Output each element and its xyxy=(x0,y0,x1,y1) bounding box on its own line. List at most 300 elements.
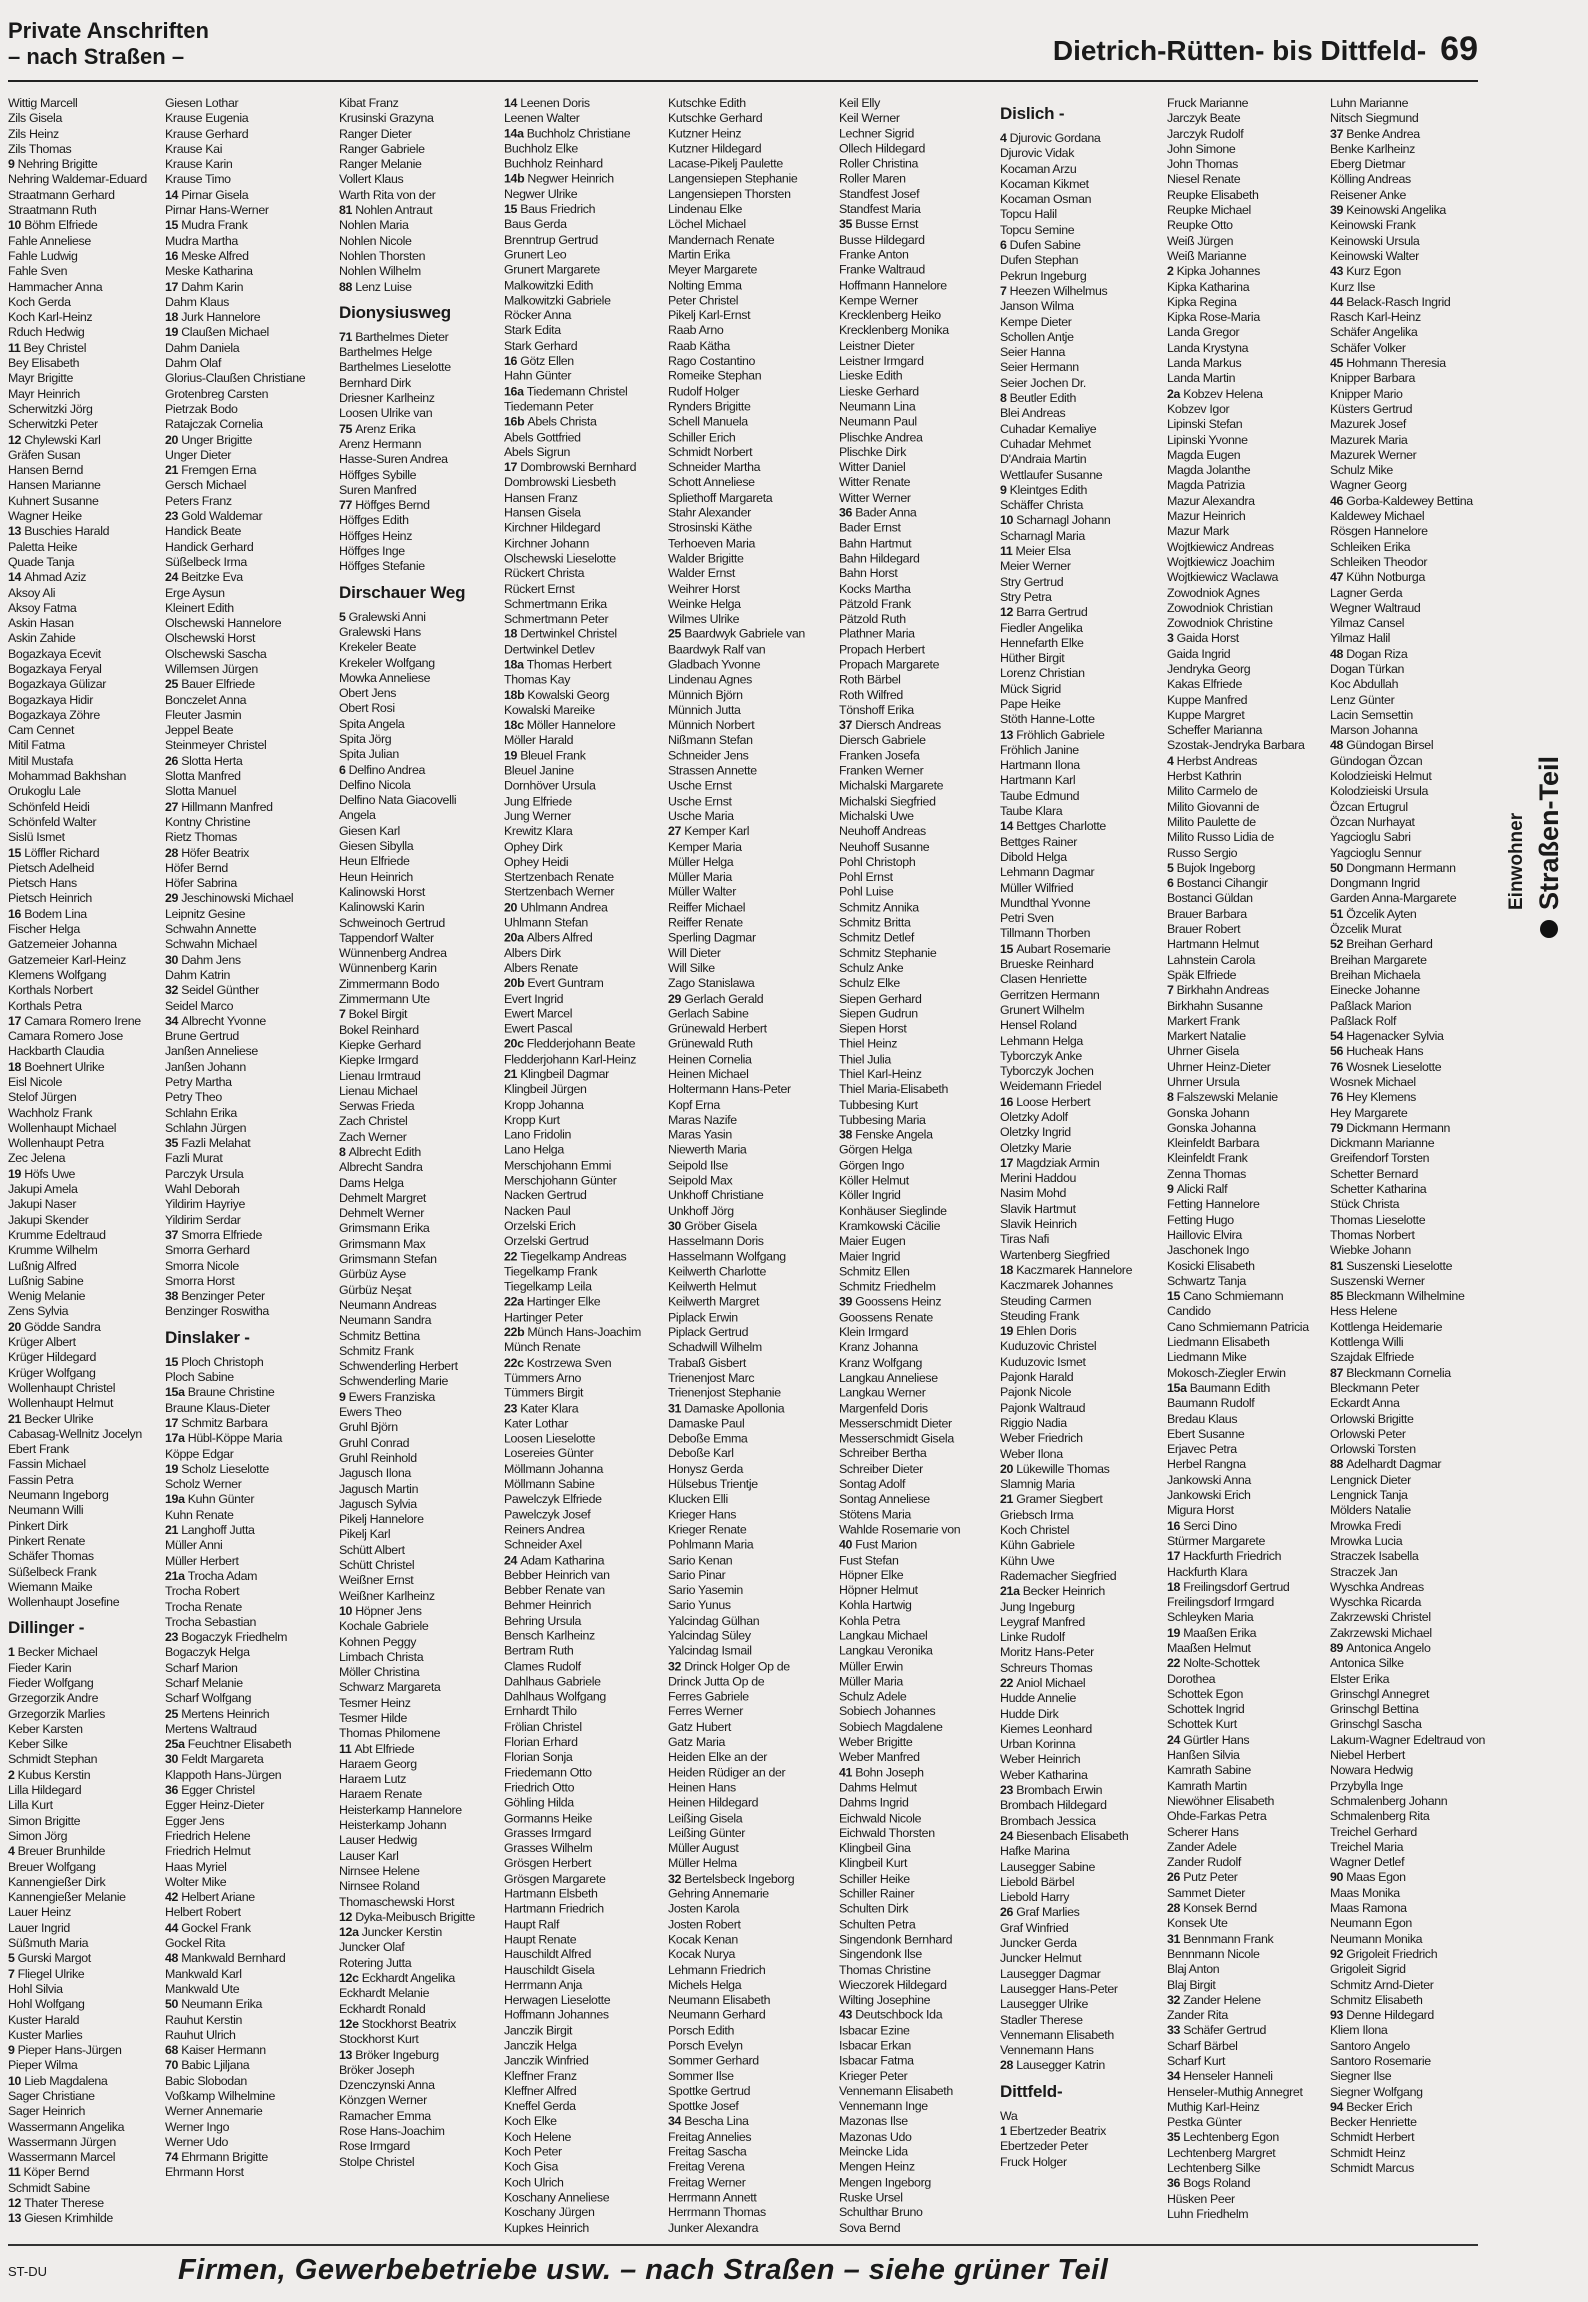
resident-entry: Mundthal Yvonne xyxy=(1000,895,1091,910)
resident-entry: Meincke Lida xyxy=(839,2144,908,2159)
resident-entry: 54 Hagenacker Sylvia xyxy=(1330,1029,1444,1044)
resident-entry: Handick Beate xyxy=(165,524,242,539)
resident-entry: 36 Bogs Roland xyxy=(1167,2176,1251,2191)
resident-entry: 16 Götz Ellen xyxy=(504,353,574,368)
page-footer xyxy=(8,2244,1478,2296)
resident-entry: Haraem Lutz xyxy=(339,1772,407,1787)
resident-entry: Florian Sonja xyxy=(504,1750,573,1765)
resident-entry: Wiebke Johann xyxy=(1330,1243,1411,1258)
resident-entry: Kuster Marlies xyxy=(8,2027,83,2042)
resident-entry: Topcu Semine xyxy=(1000,222,1075,237)
resident-entry: Orlowski Brigitte xyxy=(1330,1411,1414,1426)
resident-entry: Tesmer Hilde xyxy=(339,1710,408,1725)
resident-entry: 14 Ahmad Aziz xyxy=(8,570,87,585)
resident-entry: 12 Chylewski Karl xyxy=(8,432,101,447)
house-number: 7 xyxy=(1000,283,1010,298)
resident-entry: 92 Grigoleit Friedrich xyxy=(1330,1946,1438,1961)
resident-entry: Niewöhner Elisabeth xyxy=(1167,1793,1274,1808)
resident-entry: Hansen Marianne xyxy=(8,478,101,493)
resident-entry: Magda Jolanthe xyxy=(1167,463,1251,478)
resident-entry: Einecke Johanne xyxy=(1330,983,1420,998)
resident-entry: Weiß Jürgen xyxy=(1167,233,1234,248)
resident-entry: Piplack Erwin xyxy=(668,1310,738,1324)
resident-entry: 20c Fledderjohann Beate xyxy=(504,1036,636,1051)
house-number: 18 xyxy=(1000,1262,1017,1277)
resident-entry: Leygraf Manfred xyxy=(1000,1614,1085,1629)
resident-entry: Schönfeld Walter xyxy=(8,814,97,829)
resident-entry: Blaj Anton xyxy=(1167,1962,1220,1977)
street-heading: Dillinger - xyxy=(8,1618,85,1638)
resident-entry: Reisener Anke xyxy=(1330,187,1407,202)
resident-entry: 76 Wosnek Lieselotte xyxy=(1330,1059,1442,1074)
resident-entry: Pajonk Harald xyxy=(1000,1370,1074,1385)
resident-entry: Weißner Ernst xyxy=(339,1573,414,1588)
resident-entry: Mengen Ingeborg xyxy=(839,2175,931,2190)
resident-entry: Kipka Rose-Maria xyxy=(1167,310,1260,325)
resident-entry: Gatzemeier Karl-Heinz xyxy=(8,952,126,967)
resident-entry: Dahms Helmut xyxy=(839,1780,917,1795)
resident-entry: Lengnick Dieter xyxy=(1330,1472,1411,1487)
resident-entry: Kamrath Martin xyxy=(1167,1778,1247,1793)
resident-entry: Möller Harald xyxy=(504,733,574,748)
resident-entry: Lehmann Friedrich xyxy=(668,1962,766,1977)
resident-entry: 19 Bleuel Frank xyxy=(504,748,586,763)
resident-entry: 42 Helbert Ariane xyxy=(165,1890,255,1905)
resident-entry: Schwenderling Marie xyxy=(339,1374,449,1389)
resident-entry: Gräfen Susan xyxy=(8,447,81,462)
resident-entry: Lausegger Ulrike xyxy=(1000,1997,1089,2012)
resident-entry: Pajonk Waltraud xyxy=(1000,1400,1086,1415)
resident-entry: Herbel Rangna xyxy=(1167,1457,1246,1472)
resident-entry: Hartinger Peter xyxy=(504,1310,583,1324)
resident-entry: Abels Gottfried xyxy=(504,429,581,444)
resident-entry: Holtermann Hans-Peter xyxy=(668,1082,791,1097)
resident-entry: Heiden Rüdiger an der xyxy=(668,1765,786,1780)
house-number: 44 xyxy=(1330,294,1347,309)
resident-entry: Hartmann Ilona xyxy=(1000,758,1080,773)
resident-entry: Zowodniok Christian xyxy=(1167,600,1273,615)
resident-entry: Dehmelt Werner xyxy=(339,1206,425,1221)
resident-entry: 76 Hey Klemens xyxy=(1330,1090,1417,1105)
resident-entry: Juncker Gerda xyxy=(1000,1936,1077,1951)
resident-entry: Krieger Renate xyxy=(668,1522,747,1537)
house-number: 88 xyxy=(339,279,356,294)
resident-entry: Klingbeil Gina xyxy=(839,1841,911,1856)
house-number: 17 xyxy=(1167,1549,1184,1564)
resident-entry: Klein Irmgard xyxy=(839,1325,909,1340)
resident-entry: 8 Albrecht Edith xyxy=(339,1145,421,1159)
house-number: 20 xyxy=(165,432,182,447)
resident-entry: 24 Gürtler Hans xyxy=(1167,1732,1250,1747)
resident-entry: Franken Josefa xyxy=(839,748,920,763)
resident-entry: Jarczyk Beate xyxy=(1167,111,1241,126)
house-number: 10 xyxy=(8,2073,25,2088)
house-number: 18 xyxy=(504,627,521,642)
resident-entry: 8 Beutler Edith xyxy=(1000,391,1077,406)
resident-entry: Münch Renate xyxy=(504,1340,581,1355)
resident-entry: Höfer Sabrina xyxy=(165,876,237,891)
resident-entry: Rauhut Ulrich xyxy=(165,2027,236,2042)
house-number: 28 xyxy=(165,845,182,860)
resident-entry: 35 Busse Ernst xyxy=(839,217,919,232)
resident-entry: Scharf Melanie xyxy=(165,1675,243,1690)
resident-entry: Drinck Jutta Op de xyxy=(668,1674,765,1689)
resident-entry: Schwarz Margareta xyxy=(339,1680,441,1695)
house-number: 31 xyxy=(668,1401,685,1416)
resident-entry: Höffges Inge xyxy=(339,544,405,559)
resident-entry: Dahlhaus Gabriele xyxy=(504,1674,601,1689)
house-number: 26 xyxy=(165,753,182,768)
resident-entry: Bleuel Janine xyxy=(504,763,574,778)
resident-entry: 5 Bujok Ingeborg xyxy=(1167,860,1256,875)
resident-entry: Breihan Michaela xyxy=(1330,967,1421,982)
resident-entry: Ramacher Emma xyxy=(339,2108,431,2123)
resident-entry: Grasses Irmgard xyxy=(504,1826,592,1840)
house-number: 19 xyxy=(1000,1324,1017,1339)
house-number: 37 xyxy=(839,718,856,733)
house-number: 15 xyxy=(165,1354,182,1369)
resident-entry: Zils Thomas xyxy=(8,141,72,156)
resident-entry: Raab Kätha xyxy=(668,338,730,353)
house-number: 23 xyxy=(1000,1783,1017,1798)
resident-entry: Scharf Marion xyxy=(165,1660,238,1675)
resident-entry: Gralewski Hans xyxy=(339,624,421,639)
house-number: 34 xyxy=(165,1013,182,1028)
resident-entry: 29 Jeschinowski Michael xyxy=(165,891,294,906)
resident-entry: Hasselmann Doris xyxy=(668,1234,764,1249)
resident-entry: Lagner Gerda xyxy=(1330,585,1403,600)
resident-entry: 4 Herbst Andreas xyxy=(1167,753,1258,768)
resident-entry: Ehrmann Horst xyxy=(165,2165,244,2180)
resident-entry: Roller Christina xyxy=(839,156,919,171)
resident-entry: Zander Rudolf xyxy=(1167,1855,1241,1870)
resident-entry: Magda Patrizia xyxy=(1167,478,1245,493)
resident-entry: Lipinski Stefan xyxy=(1167,417,1243,432)
resident-entry: Nohlen Thorsten xyxy=(339,248,426,263)
house-number: 37 xyxy=(165,1227,182,1242)
resident-entry: Santoro Angelo xyxy=(1330,2038,1410,2053)
resident-entry: Neumann Egon xyxy=(1330,1916,1412,1931)
resident-entry: Haas Myriel xyxy=(165,1859,227,1874)
resident-entry: Barthelmes Helge xyxy=(339,345,432,360)
resident-entry: Kobzev Igor xyxy=(1167,401,1230,416)
resident-entry: Maaßen Helmut xyxy=(1167,1640,1251,1655)
resident-entry: Lieske Gerhard xyxy=(839,384,919,399)
house-number: 90 xyxy=(1330,1870,1347,1885)
resident-entry: Keinowski Ursula xyxy=(1330,233,1420,248)
resident-entry: Kurz Ilse xyxy=(1330,279,1376,294)
resident-entry: 17 Dahm Karin xyxy=(165,279,244,294)
house-number: 18 xyxy=(1167,1579,1184,1594)
resident-entry: Junker Alexandra xyxy=(668,2220,759,2235)
resident-entry: Lausegger Hans-Peter xyxy=(1000,1981,1118,1996)
resident-entry: 21a Becker Heinrich xyxy=(1000,1584,1105,1599)
resident-entry: Pawelczyk Elfriede xyxy=(504,1492,602,1507)
resident-entry: Heinen Cornelia xyxy=(668,1052,752,1066)
house-number: 76 xyxy=(1330,1059,1347,1074)
resident-entry: Fieder Karin xyxy=(8,1660,72,1675)
resident-entry: 12c Eckhardt Angelika xyxy=(339,1971,455,1986)
resident-entry: Neumann Gerhard xyxy=(668,2008,766,2023)
resident-entry: 16 Loose Herbert xyxy=(1000,1094,1091,1109)
resident-entry: 36 Bader Anna xyxy=(839,505,917,520)
resident-entry: Peter Christel xyxy=(668,293,739,308)
resident-entry: Elster Erika xyxy=(1330,1671,1390,1686)
resident-entry: Schmertmann Peter xyxy=(504,611,609,626)
resident-entry: Stry Gertrud xyxy=(1000,574,1064,589)
resident-entry: Pikelj Karl-Ernst xyxy=(668,308,751,323)
resident-entry: Franke Waltraud xyxy=(839,262,925,277)
resident-entry: Milito Russo Lidia de xyxy=(1167,830,1274,845)
resident-entry: Bahn Hildegard xyxy=(839,551,920,566)
resident-entry: Kolodzieiski Ursula xyxy=(1330,784,1429,799)
resident-entry: 13 Buschies Harald xyxy=(8,524,110,539)
resident-entry: Plischke Andrea xyxy=(839,429,923,444)
resident-entry: Lußnig Sabine xyxy=(8,1273,84,1288)
resident-entry: Propach Herbert xyxy=(839,642,925,657)
resident-entry: Lieske Edith xyxy=(839,369,903,384)
resident-entry: Kuduzovic Christel xyxy=(1000,1339,1097,1354)
resident-entry: Slavik Hartmut xyxy=(1000,1201,1076,1216)
resident-entry: Kleinert Edith xyxy=(165,600,234,615)
resident-entry: Sislü Ismet xyxy=(8,830,65,845)
resident-entry: Unger Dieter xyxy=(165,447,232,462)
resident-entry: 18 Kaczmarek Hannelore xyxy=(1000,1262,1133,1277)
resident-entry: Migura Horst xyxy=(1167,1503,1234,1518)
resident-entry: Neuhoff Andreas xyxy=(839,824,926,839)
resident-entry: Unkhoff Christiane xyxy=(668,1188,764,1203)
resident-entry: Kowalski Mareike xyxy=(504,703,595,717)
resident-entry: Witter Daniel xyxy=(839,460,906,475)
resident-entry: Wenig Melanie xyxy=(8,1289,86,1304)
house-number: 71 xyxy=(339,329,356,344)
resident-entry: 32 Zander Helene xyxy=(1167,1992,1261,2007)
resident-entry: Scherwitzki Peter xyxy=(8,417,98,432)
resident-entry: Nasim Mohd xyxy=(1000,1186,1067,1201)
resident-entry: Höfer Bernd xyxy=(165,860,228,875)
street-heading: Dinslaker - xyxy=(165,1327,250,1347)
house-number: 27 xyxy=(668,824,685,839)
resident-entry: Bonczelet Anna xyxy=(165,692,247,707)
resident-entry: Schäffer Christa xyxy=(1000,498,1084,513)
resident-entry: 23 Kater Klara xyxy=(504,1401,579,1416)
resident-entry: Müller August xyxy=(668,1841,739,1856)
resident-entry: Kempe Werner xyxy=(839,293,918,308)
resident-entry: Roth Wilfred xyxy=(839,687,903,702)
house-number: 8 xyxy=(1000,391,1010,406)
resident-entry: Reupke Otto xyxy=(1167,218,1233,233)
resident-entry: Franken Werner xyxy=(839,763,924,778)
resident-entry: Knipper Mario xyxy=(1330,386,1403,401)
resident-entry: 18 Freilingsdorf Gertrud xyxy=(1167,1579,1290,1594)
resident-entry: Friedrich Helene xyxy=(165,1828,251,1843)
resident-entry: 9 Alicki Ralf xyxy=(1167,1182,1228,1197)
resident-entry: John Thomas xyxy=(1167,157,1238,172)
resident-entry: 17 Magdziak Armin xyxy=(1000,1155,1100,1170)
resident-entry: Zimmermann Ute xyxy=(339,992,430,1007)
resident-entry: 12e Stockhorst Beatrix xyxy=(339,2016,456,2031)
resident-entry: Kopf Erna xyxy=(668,1097,720,1112)
resident-entry: Singendonk Bernhard xyxy=(839,1932,953,1947)
house-number: 7 xyxy=(8,1966,18,1981)
resident-entry: Spliethoff Margareta xyxy=(668,490,773,505)
resident-entry: Mazur Heinrich xyxy=(1167,509,1246,524)
resident-entry: Scharf Wolfgang xyxy=(165,1691,252,1706)
resident-entry: Mitil Fatma xyxy=(8,738,65,753)
resident-entry: Vennemann Hans xyxy=(1000,2043,1094,2058)
house-number: 23 xyxy=(504,1401,521,1416)
resident-entry: Fetting Hannelore xyxy=(1167,1197,1260,1212)
resident-entry: Müller Wilfried xyxy=(1000,880,1074,895)
street-heading: Dittfeld- xyxy=(1000,2081,1063,2101)
resident-entry: 1 Ebertzeder Beatrix xyxy=(1000,2124,1106,2138)
house-number: 4 xyxy=(1167,753,1177,768)
resident-entry: 22 Nolte-Schottek xyxy=(1167,1656,1260,1671)
resident-entry: Thomas Lieselotte xyxy=(1330,1212,1426,1227)
house-number: 24 xyxy=(504,1552,521,1567)
resident-entry: Späk Elfriede xyxy=(1167,967,1237,982)
resident-entry: Stelof Jürgen xyxy=(8,1090,77,1105)
resident-entry: Malkowitzki Gabriele xyxy=(504,293,611,308)
resident-entry: Djurovic Vidak xyxy=(1000,146,1075,161)
street-heading: Dionysiusweg xyxy=(339,302,451,322)
resident-entry: Ranger Melanie xyxy=(339,157,422,172)
house-number: 26 xyxy=(1167,1870,1184,1885)
resident-entry: Dongmann Ingrid xyxy=(1330,876,1420,891)
resident-entry: Freitag Annelies xyxy=(668,2129,752,2144)
resident-entry: 34 Bescha Lina xyxy=(668,2114,749,2129)
resident-entry: Wyschka Andreas xyxy=(1330,1579,1424,1594)
house-number: 50 xyxy=(165,1997,182,2012)
resident-entry: Süßelbeck Frank xyxy=(8,1564,97,1579)
resident-entry: Özcan Nurhayat xyxy=(1330,814,1415,829)
house-number: 12 xyxy=(339,1909,356,1924)
resident-entry: Sontag Anneliese xyxy=(839,1492,930,1507)
resident-entry: Giesen Sibylla xyxy=(339,839,414,854)
resident-entry: Grimsmann Stefan xyxy=(339,1252,437,1267)
resident-entry: Liedmann Mike xyxy=(1167,1350,1247,1365)
resident-entry: Krusinski Grazyna xyxy=(339,111,434,126)
resident-entry: Rösgen Hannelore xyxy=(1330,524,1428,539)
resident-entry: Werner Udo xyxy=(165,2134,229,2149)
resident-entry: Maier Ingrid xyxy=(839,1249,901,1264)
resident-entry: Clames Rudolf xyxy=(504,1659,581,1674)
footer-note: Firmen, Gewerbebetriebe usw. – nach Straßen – siehe grüner Teil xyxy=(178,2254,1109,2286)
resident-entry: 16 Meske Alfred xyxy=(165,248,249,263)
resident-entry: Dertwinkel Detlev xyxy=(504,642,595,657)
house-number: 41 xyxy=(839,1765,856,1780)
house-number: 94 xyxy=(1330,2099,1347,2114)
resident-entry: Sobiech Johannes xyxy=(839,1704,936,1719)
resident-entry: 7 Bokel Birgit xyxy=(339,1007,408,1022)
resident-entry: Gersch Michael xyxy=(165,478,247,493)
resident-entry: 37 Diersch Andreas xyxy=(839,718,941,733)
resident-entry: Bogaczyk Helga xyxy=(165,1645,250,1660)
resident-entry: 19a Kuhn Günter xyxy=(165,1492,255,1507)
resident-entry: Schiller Heike xyxy=(839,1871,910,1886)
resident-entry: Hafke Marina xyxy=(1000,1844,1070,1859)
resident-entry: Spita Angela xyxy=(339,716,405,731)
house-number: 22b xyxy=(504,1325,528,1340)
resident-entry: Scheffer Marianna xyxy=(1167,723,1263,738)
resident-entry: Ranger Dieter xyxy=(339,126,412,141)
house-number: 70 xyxy=(165,2058,182,2073)
resident-entry: Grünewald Ruth xyxy=(668,1036,753,1051)
resident-entry: Weiß Marianne xyxy=(1167,248,1247,263)
resident-entry: Schreiber Dieter xyxy=(839,1461,923,1476)
resident-entry: Messerschmidt Dieter xyxy=(839,1416,952,1431)
resident-entry: Kiemes Leonhard xyxy=(1000,1721,1092,1736)
resident-entry: Jakupi Skender xyxy=(8,1212,89,1227)
resident-entry: Albrecht Sandra xyxy=(339,1160,423,1175)
resident-entry: Serwas Frieda xyxy=(339,1099,415,1114)
resident-entry: Bogazkaya Feryal xyxy=(8,661,102,676)
resident-entry: Bebber Renate van xyxy=(504,1583,605,1598)
resident-entry: Steinmeyer Christel xyxy=(165,738,267,753)
house-number: 9 xyxy=(1000,482,1010,497)
resident-entry: Lauser Hedwig xyxy=(339,1833,418,1848)
resident-entry: Grzegorzik Marlies xyxy=(8,1706,105,1721)
resident-entry: 15a Braune Christine xyxy=(165,1385,275,1400)
resident-entry: Scherwitzki Jörg xyxy=(8,401,93,416)
resident-entry: Lindenau Elke xyxy=(668,202,742,217)
resident-entry: Pietrzak Bodo xyxy=(165,401,238,416)
resident-entry: Quade Tanja xyxy=(8,554,75,569)
resident-entry: Askin Hasan xyxy=(8,616,74,631)
resident-entry: Klingbeil Kurt xyxy=(839,1856,908,1871)
resident-entry: Mrowka Lucia xyxy=(1330,1533,1403,1548)
house-number: 75 xyxy=(339,421,356,436)
house-number: 5 xyxy=(8,1951,18,1966)
resident-entry: Eichwald Nicole xyxy=(839,1810,922,1825)
resident-entry: Simon Jörg xyxy=(8,1828,68,1843)
resident-entry: 45 Hohmann Theresia xyxy=(1330,356,1446,371)
resident-entry: Trabaß Gisbert xyxy=(668,1355,746,1370)
resident-entry: Sontag Adolf xyxy=(839,1477,906,1491)
resident-entry: 9 Kleintges Edith xyxy=(1000,482,1088,497)
resident-entry: Aksoy Ali xyxy=(8,585,56,600)
resident-entry: 23 Brombach Erwin xyxy=(1000,1783,1103,1798)
resident-entry: Pape Heike xyxy=(1000,696,1061,711)
resident-entry: Reiners Andrea xyxy=(504,1522,585,1537)
resident-entry: Wollenhaupt Josefine xyxy=(8,1595,120,1610)
resident-entry: Zec Jelena xyxy=(8,1151,66,1166)
resident-entry: Ollech Hildegard xyxy=(839,141,925,156)
resident-entry: Koch Elke xyxy=(504,2114,557,2129)
house-number: 5 xyxy=(1167,860,1177,875)
resident-entry: 16b Abels Christa xyxy=(504,414,597,429)
resident-entry: 31 Bennmann Frank xyxy=(1167,1931,1274,1946)
resident-entry: Fassin Petra xyxy=(8,1472,74,1487)
resident-entry: Janßen Anneliese xyxy=(165,1044,258,1059)
resident-entry: 93 Denne Hildegard xyxy=(1330,2008,1434,2023)
resident-entry: Pohlmann Maria xyxy=(668,1537,754,1552)
resident-entry: Tönshoff Erika xyxy=(839,703,914,717)
resident-entry: Ewers Theo xyxy=(339,1405,402,1420)
resident-entry: 14b Negwer Heinrich xyxy=(504,171,614,186)
resident-entry: Schönfeld Heidi xyxy=(8,799,90,814)
resident-entry: Albers Renate xyxy=(504,961,578,975)
resident-entry: Jagusch Ilona xyxy=(339,1466,411,1481)
resident-entry: Stry Petra xyxy=(1000,589,1052,604)
resident-entry: Topcu Halil xyxy=(1000,207,1057,222)
resident-entry: 38 Fenske Angela xyxy=(839,1127,933,1142)
resident-entry: Smorra Horst xyxy=(165,1273,235,1288)
resident-entry: Bebber Heinrich van xyxy=(504,1568,610,1582)
house-number: 12c xyxy=(339,1971,362,1986)
resident-entry: Schulten Petra xyxy=(839,1917,916,1932)
resident-entry: 9 Nehring Brigitte xyxy=(8,157,98,172)
